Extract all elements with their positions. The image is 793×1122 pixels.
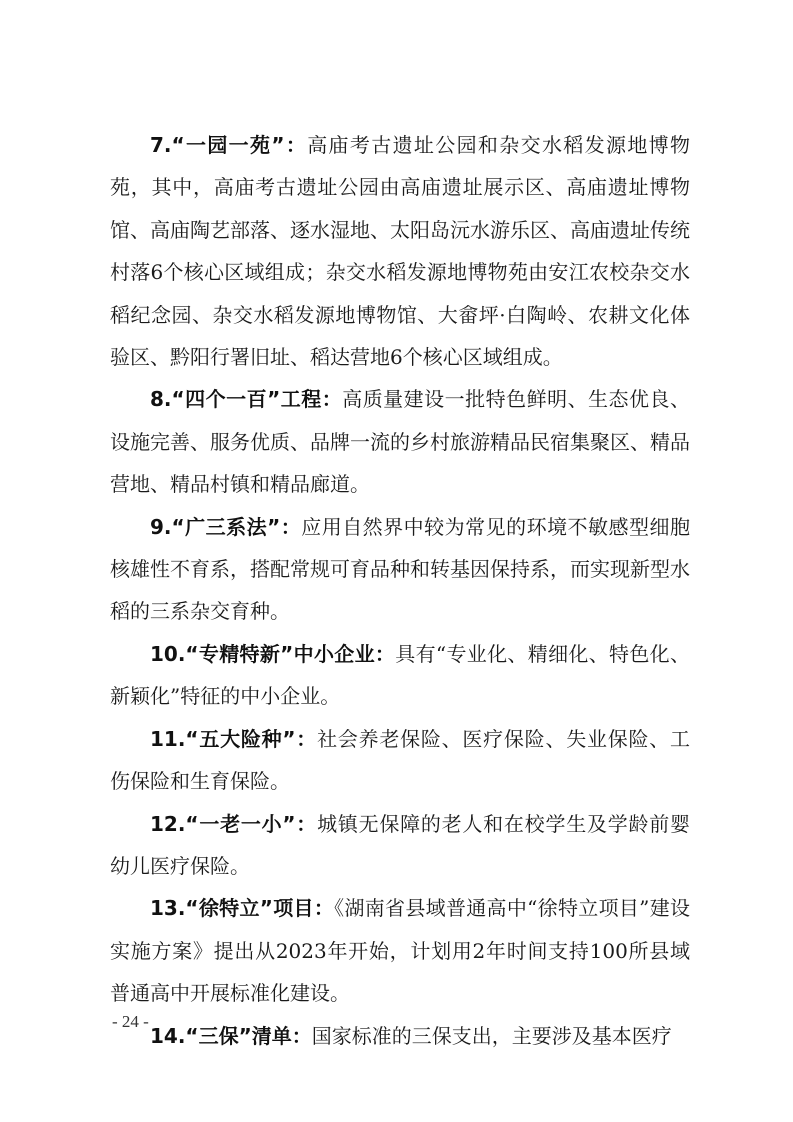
term-heading: 7.“一园一苑”： (150, 133, 308, 157)
page-number: - 24 - (112, 1012, 149, 1031)
term-heading: 8.“四个一百”工程： (150, 387, 343, 412)
term-heading: 14.“三保”清单： (150, 1023, 312, 1048)
paragraph-9 (110, 506, 690, 633)
term-heading: 9.“广三系法”： (150, 514, 302, 539)
paragraph-11 (110, 718, 690, 803)
paragraph-7 (110, 124, 690, 378)
term-heading: 12.“一老一小”： (150, 811, 318, 836)
paragraph-12 (110, 803, 690, 888)
term-definition: 高庙考古遗址公园和杂交水稻发源地博物苑，其中，高庙考古遗址公园由高庙遗址展示区、高庙遗址博物馆、高庙陶艺部落、逐水湿地、太阳岛沅水游乐区、高庙遗址传统村落6个核心区域组成；杂交水稻发源地博物苑由安江农校杂交水稻纪念园、杂交水稻发源地博物馆、大畲坪·白陶岭、农耕文化体验区、黔阳行署旧址、稻达营地6个核心区域组成。 (110, 133, 691, 370)
term-definition: 高质量建设一批特色鲜明、生态优良、设施完善、服务优质、品牌一流的乡村旅游精品民宿集聚区、精品营地、精品村镇和精品廊道。 (110, 387, 691, 497)
term-definition: 城镇无保障的老人和在校学生及学龄前婴幼儿医疗保险。 (110, 811, 691, 878)
paragraph-14 (110, 1015, 690, 1057)
term-heading: 11.“五大险种”： (150, 726, 318, 751)
term-definition: 《湖南省县域普通高中“徐特立项目”建设实施方案》提出从2023年开始，计划用2年时间支持100所县域普通高中开展标准化建设。 (110, 896, 691, 1006)
document-body (110, 124, 690, 1057)
paragraph-8 (110, 378, 690, 505)
term-definition: 具有“专业化、精细化、特色化、新颖化”特征的中小企业。 (110, 641, 690, 709)
term-definition: 社会养老保险、医疗保险、失业保险、工伤保险和生育保险。 (110, 726, 691, 794)
paragraph-13 (110, 887, 690, 1014)
term-heading: 10.“专精特新”中小企业： (150, 641, 396, 666)
term-definition: 国家标准的三保支出，主要涉及基本医疗 (311, 1023, 672, 1048)
paragraph-10 (110, 633, 690, 718)
term-heading: 13.“徐特立”项目： (150, 896, 335, 921)
term-definition: 应用自然界中较为常见的环境不敏感型细胞核雄性不育系，搭配常规可育品种和转基因保持系，而实现新型水稻的三系杂交育种。 (110, 514, 690, 624)
